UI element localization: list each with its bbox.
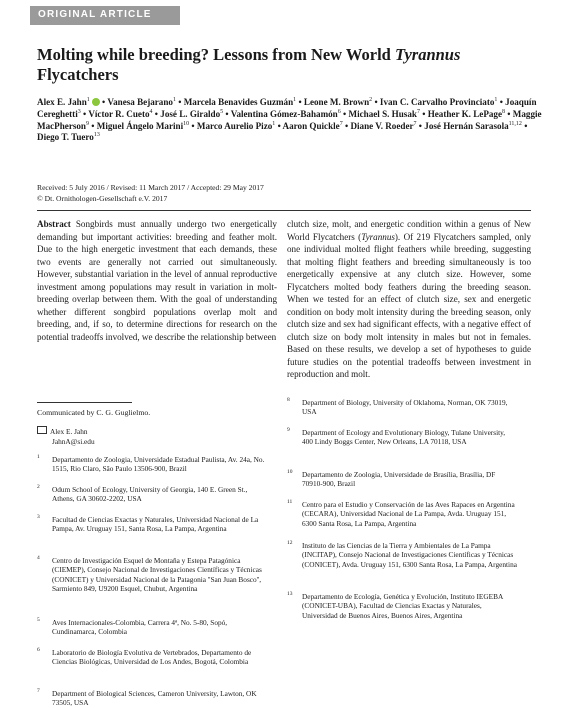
abstract-text-right-a: clutch size, molt, and energetic condition within a genus of New World Flycatchers (	[287, 219, 531, 242]
author-name	[37, 97, 100, 107]
author-separator: •	[296, 97, 304, 107]
footnote-divider	[37, 402, 132, 403]
author-text: Maggie MacPherson	[37, 108, 542, 131]
author-name	[304, 97, 372, 107]
author-name	[231, 109, 341, 119]
author-separator: •	[505, 108, 513, 119]
author-affiliation-number: 1	[172, 96, 176, 103]
author-affiliation-number: 1	[86, 96, 90, 103]
affiliation-number: 10	[287, 469, 293, 475]
affiliation-text: Department of Biological Sciences, Cameron University, Lawton, OK 73505, USA	[52, 689, 257, 708]
affiliation-item	[37, 515, 267, 534]
title-line2: Flycatchers	[37, 65, 119, 84]
affiliation-text: Facultad de Ciencias Exactas y Naturales, Universidad Nacional de La Pampa, Av. Uruguay 151, Santa Rosa, La Pampa, Argentina	[52, 515, 259, 534]
author-text: José Hernán Sarasola	[424, 120, 509, 131]
affiliation-item	[37, 618, 267, 637]
author-text: Marcela Benavides Guzmán	[183, 97, 294, 107]
author-name	[107, 97, 176, 107]
affiliation-item	[287, 428, 517, 447]
author-affiliation-number: 7	[339, 120, 343, 127]
author-list	[37, 97, 542, 144]
affiliation-text: Department of Biology, University of Oklahoma, Norman, OK 73019, USA	[302, 398, 508, 417]
author-affiliation-number: 2	[369, 96, 373, 103]
author-affiliation-number: 9	[86, 120, 89, 127]
communicated-by: Communicated by C. G. Guglielmo.	[37, 408, 151, 417]
affiliation-number: 7	[37, 688, 40, 694]
author-separator: •	[189, 120, 197, 131]
author-separator: •	[419, 108, 428, 119]
affiliation-item	[37, 648, 267, 667]
author-text: Alex E. Jahn	[37, 97, 87, 107]
author-name	[424, 121, 522, 131]
affiliation-number: 8	[287, 397, 290, 403]
author-affiliation-number: 7	[416, 108, 420, 115]
author-name	[88, 109, 152, 119]
affiliation-number: 2	[37, 484, 40, 490]
abstract-label: Abstract	[37, 219, 71, 229]
author-text: Ivan C. Carvalho Provinciato	[379, 97, 495, 107]
author-name	[97, 121, 189, 131]
author-name	[197, 121, 275, 131]
divider	[37, 210, 531, 211]
author-affiliation-number: 11,12	[508, 120, 522, 127]
author-text: Marco Aurelio Pizo	[196, 120, 273, 131]
author-text: José L. Giraldo	[160, 108, 221, 119]
abstract-right-column	[287, 218, 531, 381]
affiliation-item	[37, 689, 267, 708]
author-separator: •	[275, 120, 283, 131]
author-name	[184, 97, 296, 107]
author-text: Joaquín Cereghetti	[37, 97, 537, 119]
author-affiliation-number: 1	[272, 120, 276, 127]
author-text: Leone M. Brown	[303, 97, 370, 107]
author-separator: •	[223, 108, 231, 119]
affiliation-number: 6	[37, 647, 40, 653]
author-separator: •	[99, 97, 108, 107]
affiliation-item	[287, 470, 517, 489]
corresponding-name: Alex E. Jahn	[50, 427, 88, 436]
author-separator: •	[497, 97, 506, 107]
author-affiliation-number: 3	[77, 108, 81, 115]
mail-icon	[37, 426, 47, 434]
affiliation-text: Aves Internacionales-Colombia, Carrera 4ª, No. 5-80, Sopó, Cundinamarca, Colombia	[52, 618, 228, 637]
author-name	[348, 109, 419, 119]
author-name	[380, 97, 498, 107]
abstract-left-column	[37, 218, 277, 343]
affiliation-text: Laboratorio de Biología Evolutiva de Vertebrados, Departamento de Ciencias Biológicas, Universidad de Los Andes, Bogotá, Colombia	[52, 648, 252, 667]
author-affiliation-number: 1	[293, 96, 297, 103]
affiliation-text: Centro de Investigación Esquel de Montaña y Estepa Patagónica (CIEMEP), Consejo Nacional de Investigaciones Científicas y Técnicas (CONICET) y Universidad Nacional de la Patagonia ''San Juan Bosco'', Sarmiento 849, U9200 Esquel, Chubut, Argentina	[52, 556, 262, 594]
author-separator: •	[152, 108, 161, 119]
author-separator: •	[342, 120, 351, 131]
author-separator: •	[175, 97, 184, 107]
abstract-genus: Tyrannus	[361, 231, 395, 242]
author-text: Vanesa Bejarano	[107, 97, 173, 107]
author-affiliation-number: 1	[494, 96, 498, 103]
article-dates	[37, 182, 537, 204]
affiliation-text: Departamento de Zoologia, Universidade de Brasília, Brasília, DF 70910-900, Brazil	[302, 470, 496, 489]
article-type-label: ORIGINAL ARTICLE	[38, 9, 152, 20]
affiliation-number: 4	[37, 555, 40, 561]
abstract-text-right-b: ). Of 219 Flycatchers sampled, only one individual molted flight feathers while breeding, suggesting that molting flight feathers and breeding simultaneously is too energetically expensive at any clutch size. However, some Flycatchers molted body feathers during the breeding season. When we tested for an effect of clutch size, sex and energetic condition on body molt intensity during the breeding season, only clutch size and sex had significant effects, with a negative effect of clutch size on body molt intensity in males but not in females. Based on these results, we develop a set of hypotheses to guide future studies on the potential tradeoffs between investment in reproduction and molt.	[287, 231, 531, 379]
affiliation-item	[37, 556, 267, 594]
author-name	[160, 109, 223, 119]
author-name	[283, 121, 343, 131]
author-text: Víctor R. Cueto	[88, 108, 150, 119]
author-affiliation-number: 8	[502, 108, 506, 115]
author-separator: •	[89, 120, 97, 131]
affiliation-number: 12	[287, 540, 293, 546]
article-type-banner	[30, 6, 180, 25]
copyright: © Dt. Ornithologen-Gesellschaft e.V. 2017	[37, 194, 168, 203]
author-affiliation-number: 6	[337, 108, 341, 115]
abstract-text-left: Songbirds must annually undergo two energetically demanding but important activities: breeding and feather molt. Due to the high energetic investment that each demands, these two events are generally not carried out simultaneously. However, substantial variation in the level of annual reproductive investment among populations may result in variation in molt-breeding overlap between them. With the goal of understanding whether different songbird populations overlap molt and breeding, and, if so, to determine directions for research on the potential tradeoffs involved, we describe the relationship between	[37, 219, 277, 342]
affiliation-text: Odum School of Ecology, University of Georgia, 140 E. Green St., Athens, GA 30602-2202, USA	[52, 485, 248, 504]
author-separator: •	[340, 108, 349, 119]
author-affiliation-number: 4	[149, 108, 153, 115]
author-affiliation-number: 7	[413, 120, 417, 127]
affiliation-number: 13	[287, 591, 293, 597]
author-separator: •	[372, 97, 380, 107]
author-separator: •	[521, 120, 528, 131]
article-title	[37, 45, 537, 85]
orcid-icon[interactable]	[92, 98, 100, 106]
author-affiliation-number: 13	[93, 132, 100, 139]
affiliation-number: 1	[37, 454, 40, 460]
author-separator: •	[80, 108, 89, 119]
corresponding-email[interactable]: JahnA@si.edu	[52, 436, 95, 446]
affiliation-item	[287, 541, 517, 569]
author-text: Diane V. Roeder	[350, 120, 414, 131]
author-affiliation-number: 5	[220, 108, 224, 115]
author-name	[428, 109, 505, 119]
affiliation-number: 9	[287, 427, 290, 433]
affiliation-number: 3	[37, 514, 40, 520]
affiliation-number: 5	[37, 617, 40, 623]
author-text: Diego T. Tuero	[37, 132, 94, 143]
author-text: Michael S. Husak	[348, 108, 417, 119]
affiliation-item	[37, 485, 267, 504]
affiliation-item	[287, 398, 517, 417]
author-text: Heather K. LePage	[427, 108, 503, 119]
affiliation-text: Instituto de las Ciencias de la Tierra y Ambientales de La Pampa (INCITAP), Consejo Nacional de Investigaciones Científicas y Técnicas (CONICET), Avda. Uruguay 151, 6300 Santa Rosa, La Pampa, Argentina	[302, 541, 517, 569]
author-text: Valentina Gómez-Bahamón	[230, 108, 338, 119]
title-main: Molting while breeding? Lessons from New World	[37, 45, 395, 64]
author-text: Miguel Ángelo Marini	[96, 120, 184, 131]
author-name	[350, 121, 416, 131]
corresponding-author	[37, 426, 277, 446]
affiliation-text: Departamento de Ecología, Genética y Evolución, Instituto IEGEBA (CONICET-UBA), Facultad de Ciencias Exactas y Naturales, Universidad de Buenos Aires, Buenos Aires, Argentina	[302, 592, 503, 620]
author-name	[37, 132, 100, 142]
affiliation-number: 11	[287, 499, 293, 505]
author-text: Aaron Quickle	[282, 120, 340, 131]
affiliation-text: Centro para el Estudio y Conservación de las Aves Rapaces en Argentina (CECARA), Universidad Nacional de La Pampa, Avda. Uruguay 151, 6300 Santa Rosa, La Pampa, Argentina	[302, 500, 515, 528]
history-dates: Received: 5 July 2016 / Revised: 11 March 2017 / Accepted: 29 May 2017	[37, 183, 264, 192]
author-separator: •	[416, 120, 425, 131]
author-affiliation-number: 10	[183, 120, 190, 127]
affiliation-item	[287, 500, 517, 528]
title-italic: Tyrannus	[394, 45, 461, 64]
affiliation-text: Department of Ecology and Evolutionary Biology, Tulane University, 400 Lindy Boggs Center, New Orleans, LA 70118, USA	[302, 428, 506, 447]
affiliation-text: Departamento de Zoologia, Universidade Estadual Paulista, Av. 24a, No. 1515, Rio Claro, São Paulo 13506-900, Brazil	[52, 455, 265, 474]
affiliation-item	[37, 455, 267, 474]
affiliation-item	[287, 592, 517, 620]
